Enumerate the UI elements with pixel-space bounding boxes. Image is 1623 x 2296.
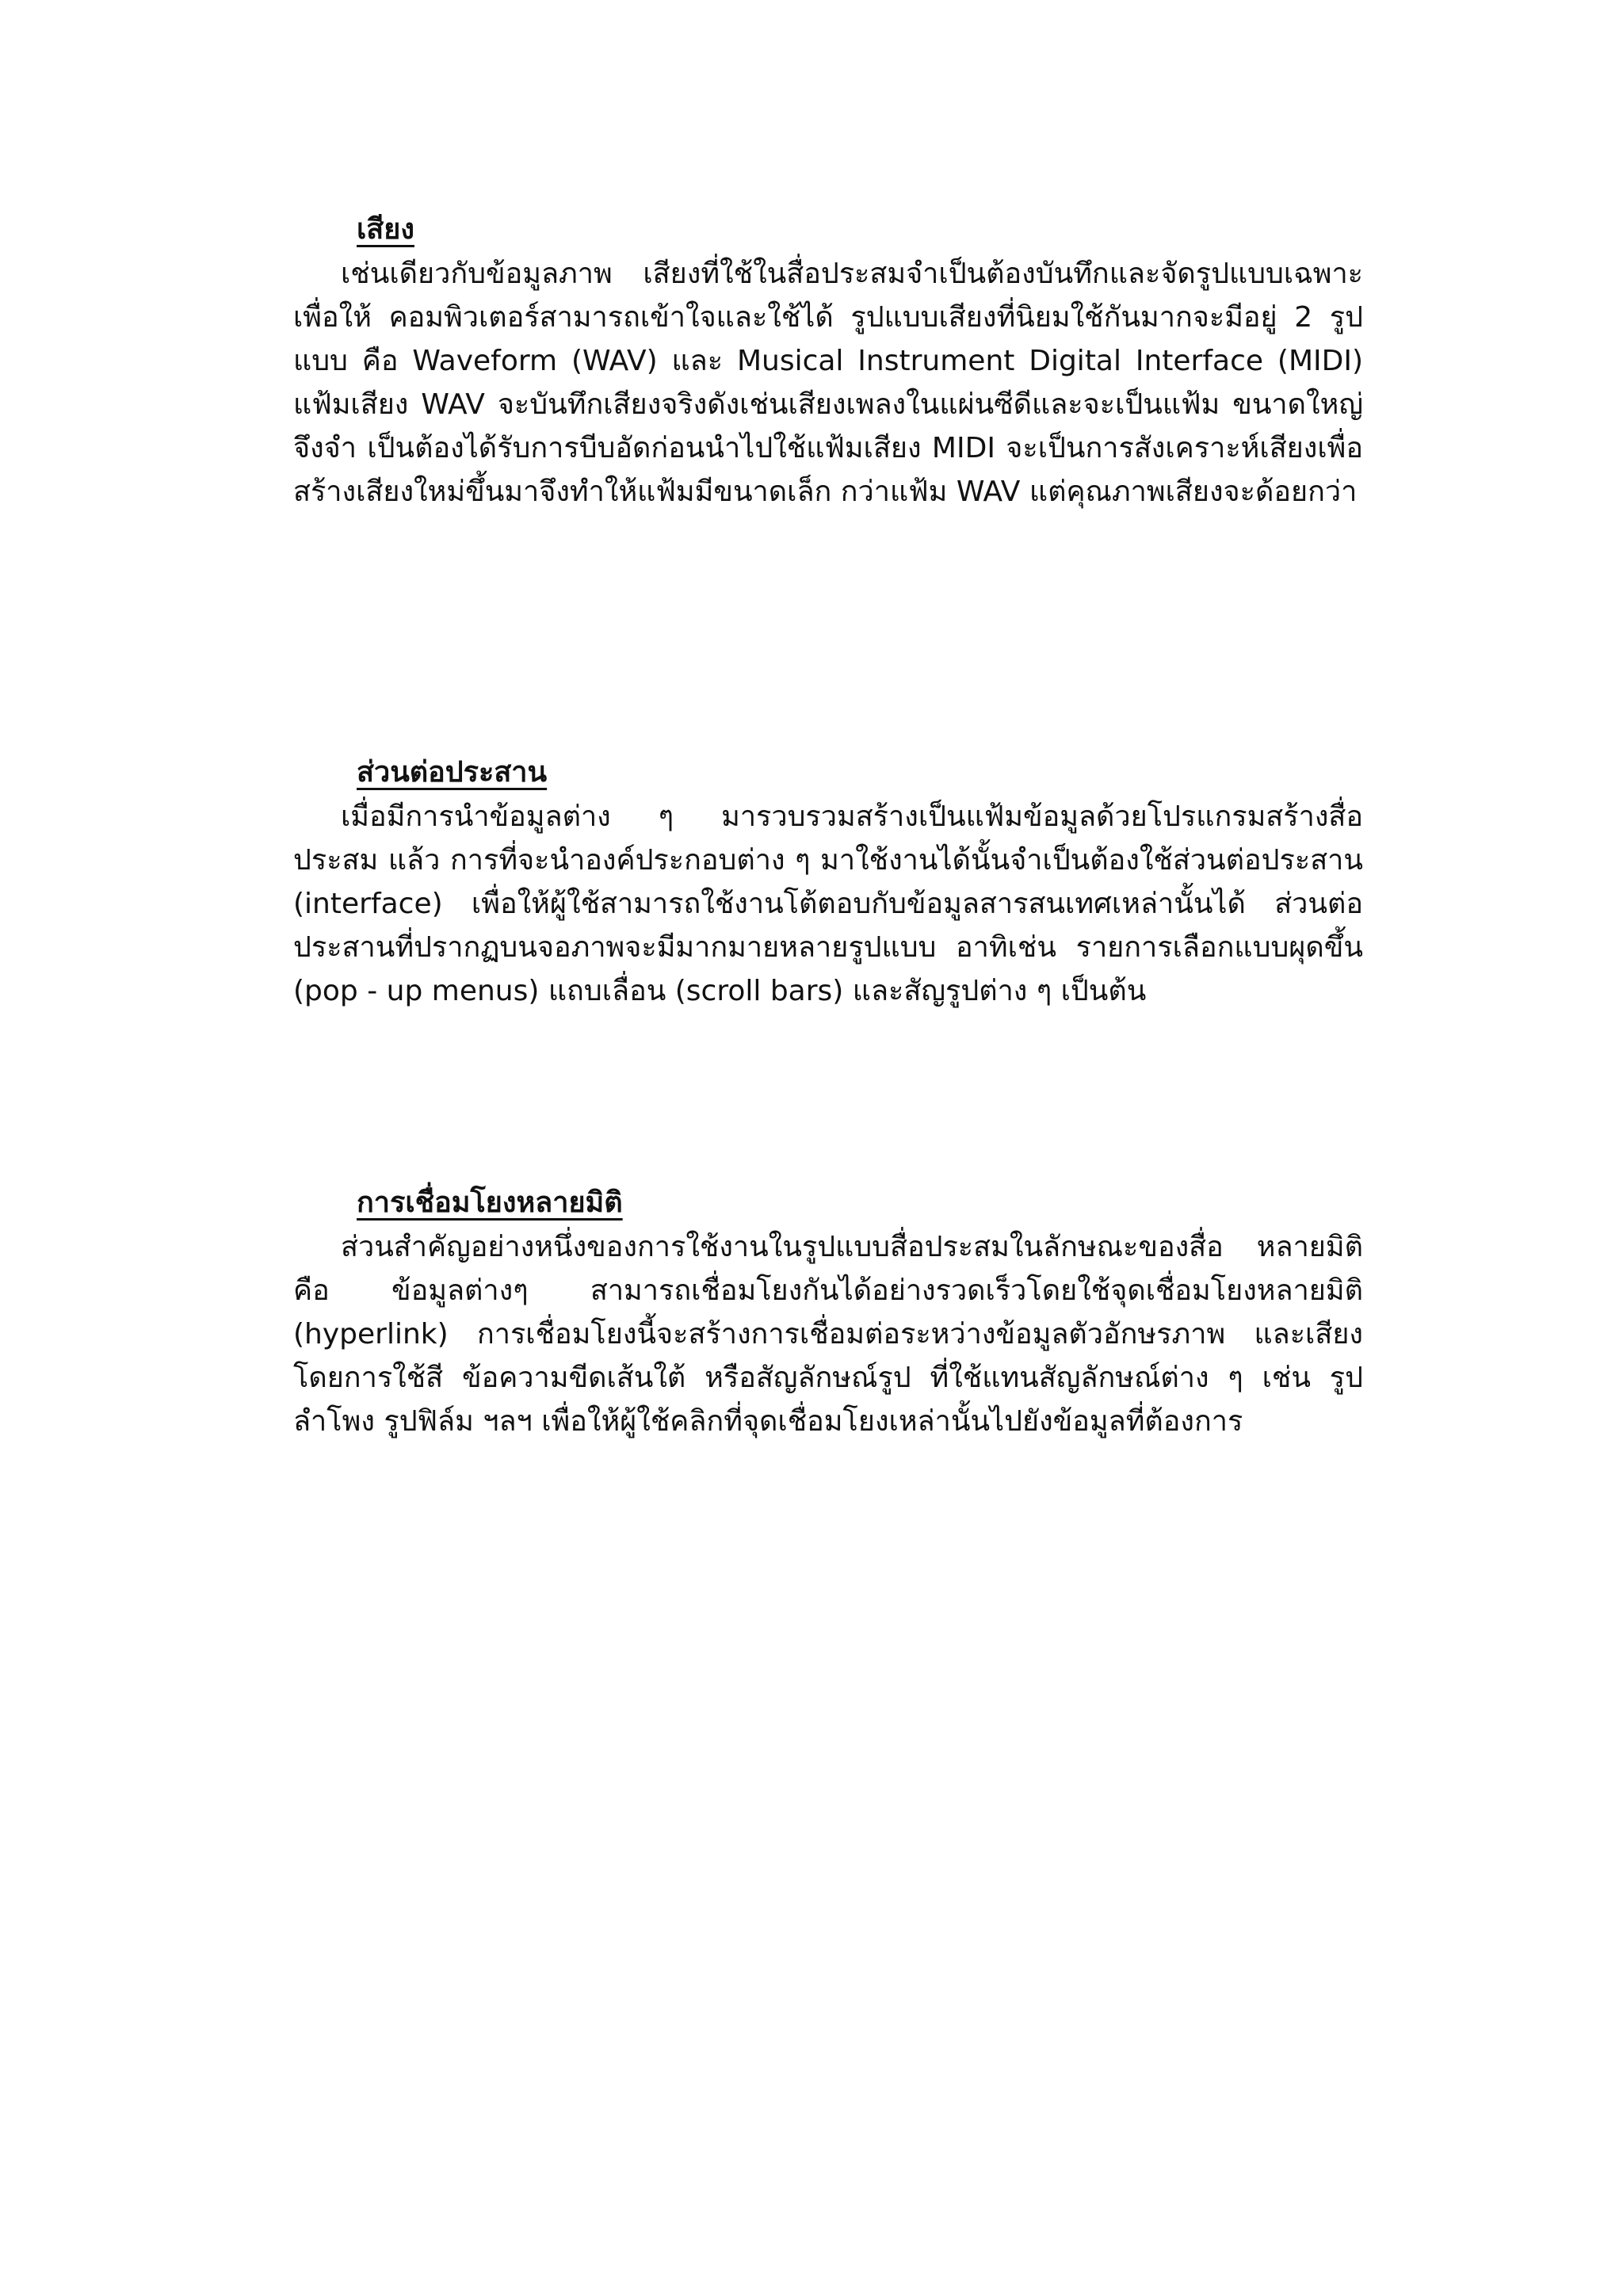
section-heading-hyperlink: การเชื่อมโยงหลายมิติ	[357, 1186, 623, 1219]
section-body-hyperlink: ส่วนสำคัญอย่างหนึ่งของการใช้งานในรูปแบบสื่อประสมในลักษณะของสื่อ หลายมิติ คือ ข้อมูลต่างๆ สามารถเชื่อมโยงกันได้อย่างรวดเร็วโดยใช้จุดเชื่อมโยงหลายมิติ (hyperlink) การเชื่อมโยงนี้จะสร้างการเชื่อมต่อระหว่างข้อมูลตัวอักษรภาพ และเสียงโดยการใช้สี ข้อความขีดเส้นใต้ หรือสัญลักษณ์รูป ที่ใช้แทนสัญลักษณ์ต่าง ๆ เช่น รูปลำโพง รูปฟิล์ม ฯลฯ เพื่อให้ผู้ใช้คลิกที่จุดเชื่อมโยงเหล่านั้นไปยังข้อมูลที่ต้องการ	[293, 1231, 1363, 1438]
section-heading-interface: ส่วนต่อประสาน	[357, 756, 548, 789]
section-hyperlink	[293, 1181, 1363, 1443]
section-body-interface: เมื่อมีการนำข้อมูลต่าง ๆ มารวบรวมสร้างเป็นแฟ้มข้อมูลด้วยโปรแกรมสร้างสื่อประสม แล้ว การที่จะนำองค์ประกอบต่าง ๆ มาใช้งานได้นั้นจำเป็นต้องใช้ส่วนต่อประสาน (interface) เพื่อให้ผู้ใช้สามารถใช้งานโต้ตอบกับข้อมูลสารสนเทศเหล่านั้นได้ ส่วนต่อประสานที่ปรากฏบนจอภาพจะมีมากมายหลายรูปแบบ อาทิเช่น รายการเลือกแบบผุดขึ้น (pop - up menus) แถบเลื่อน (scroll bars) และสัญรูปต่าง ๆ เป็นต้น	[293, 800, 1363, 1007]
section-body-sound: เช่นเดียวกับข้อมูลภาพ เสียงที่ใช้ในสื่อประสมจำเป็นต้องบันทึกและจัดรูปแบบเฉพาะ เพื่อให้ คอมพิวเตอร์สามารถเข้าใจและใช้ได้ รูปแบบเสียงที่นิยมใช้กันมากจะมีอยู่ 2 รูปแบบ คือ Waveform (WAV) และ Musical Instrument Digital Interface (MIDI) แฟ้มเสียง WAV จะบันทึกเสียงจริงดังเช่นเสียงเพลงในแผ่นซีดีและจะเป็นแฟ้ม ขนาดใหญ่จึงจำ เป็นต้องได้รับการบีบอัดก่อนนำไปใช้แฟ้มเสียง MIDI จะเป็นการสังเคราะห์เสียงเพื่อสร้างเสียงใหม่ขึ้นมาจึงทำให้แฟ้มมีขนาดเล็ก กว่าแฟ้ม WAV แต่คุณภาพเสียงจะด้อยกว่า	[293, 258, 1363, 508]
section-sound	[293, 208, 1363, 514]
section-interface	[293, 751, 1363, 1013]
section-heading-sound: เสียง	[357, 213, 414, 246]
